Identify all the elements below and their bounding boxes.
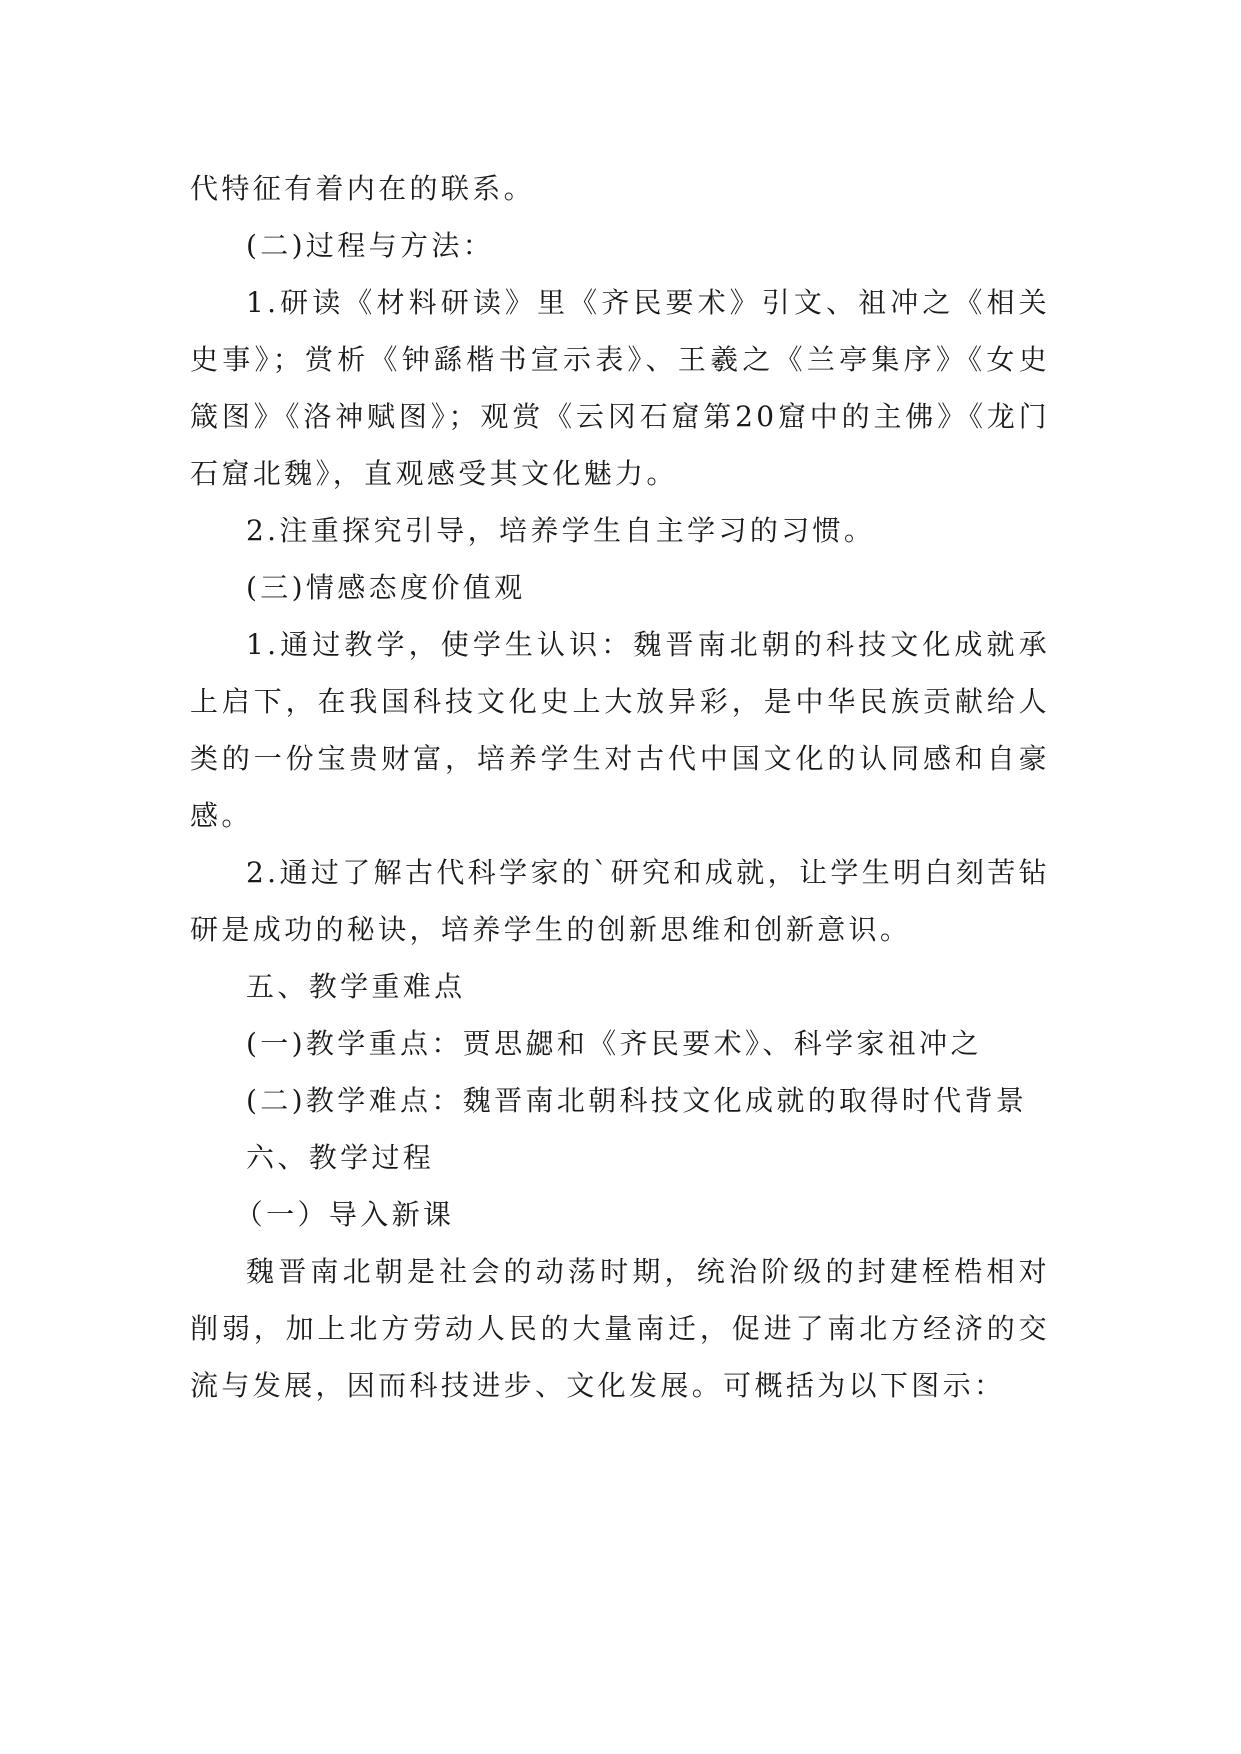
paragraph-emotion-1: 1.通过教学，使学生认识：魏晋南北朝的科技文化成就承上启下，在我国科技文化史上大放异彩，是中华民族贡献给人类的一份宝贵财富，培养学生对古代中国文化的认同感和自豪感。 <box>190 628 1050 832</box>
paragraph-intro-body: 魏晋南北朝是社会的动荡时期，统治阶级的封建桎梏相对削弱，加上北方劳动人民的大量南迁，促进了南北方经济的交流与发展，因而科技进步、文化发展。可概括为以下图示： <box>190 1255 1050 1402</box>
paragraph-process-2: 2.注重探究引导，培养学生自主学习的习惯。 <box>246 514 876 547</box>
paragraph-difficult-point: (二)教学难点：魏晋南北朝科技文化成就的取得时代背景 <box>246 1084 1028 1117</box>
heading-intro-new-lesson: （一）导入新课 <box>234 1198 455 1231</box>
heading-section-5: 五、教学重难点 <box>246 970 466 1003</box>
paragraph-continuation: 代特征有着内在的联系。 <box>190 172 535 205</box>
document-body <box>190 160 1050 1414</box>
heading-process-method: (二)过程与方法： <box>246 229 495 262</box>
heading-section-6: 六、教学过程 <box>246 1141 435 1174</box>
paragraph-key-point: (一)教学重点：贾思勰和《齐民要术》、科学家祖冲之 <box>246 1027 982 1060</box>
paragraph-process-1: 1.研读《材料研读》里《齐民要术》引文、祖冲之《相关史事》；赏析《钟繇楷书宣示表》、王羲之《兰亭集序》《女史箴图》《洛神赋图》；观赏《云冈石窟第20窟中的主佛》《龙门石窟北魏》，直观感受其文化魅力。 <box>190 286 1050 490</box>
heading-emotion-values: (三)情感态度价值观 <box>246 571 526 604</box>
paragraph-emotion-2: 2.通过了解古代科学家的`研究和成就，让学生明白刻苦钻研是成功的秘诀，培养学生的创新思维和创新意识。 <box>190 856 1050 946</box>
